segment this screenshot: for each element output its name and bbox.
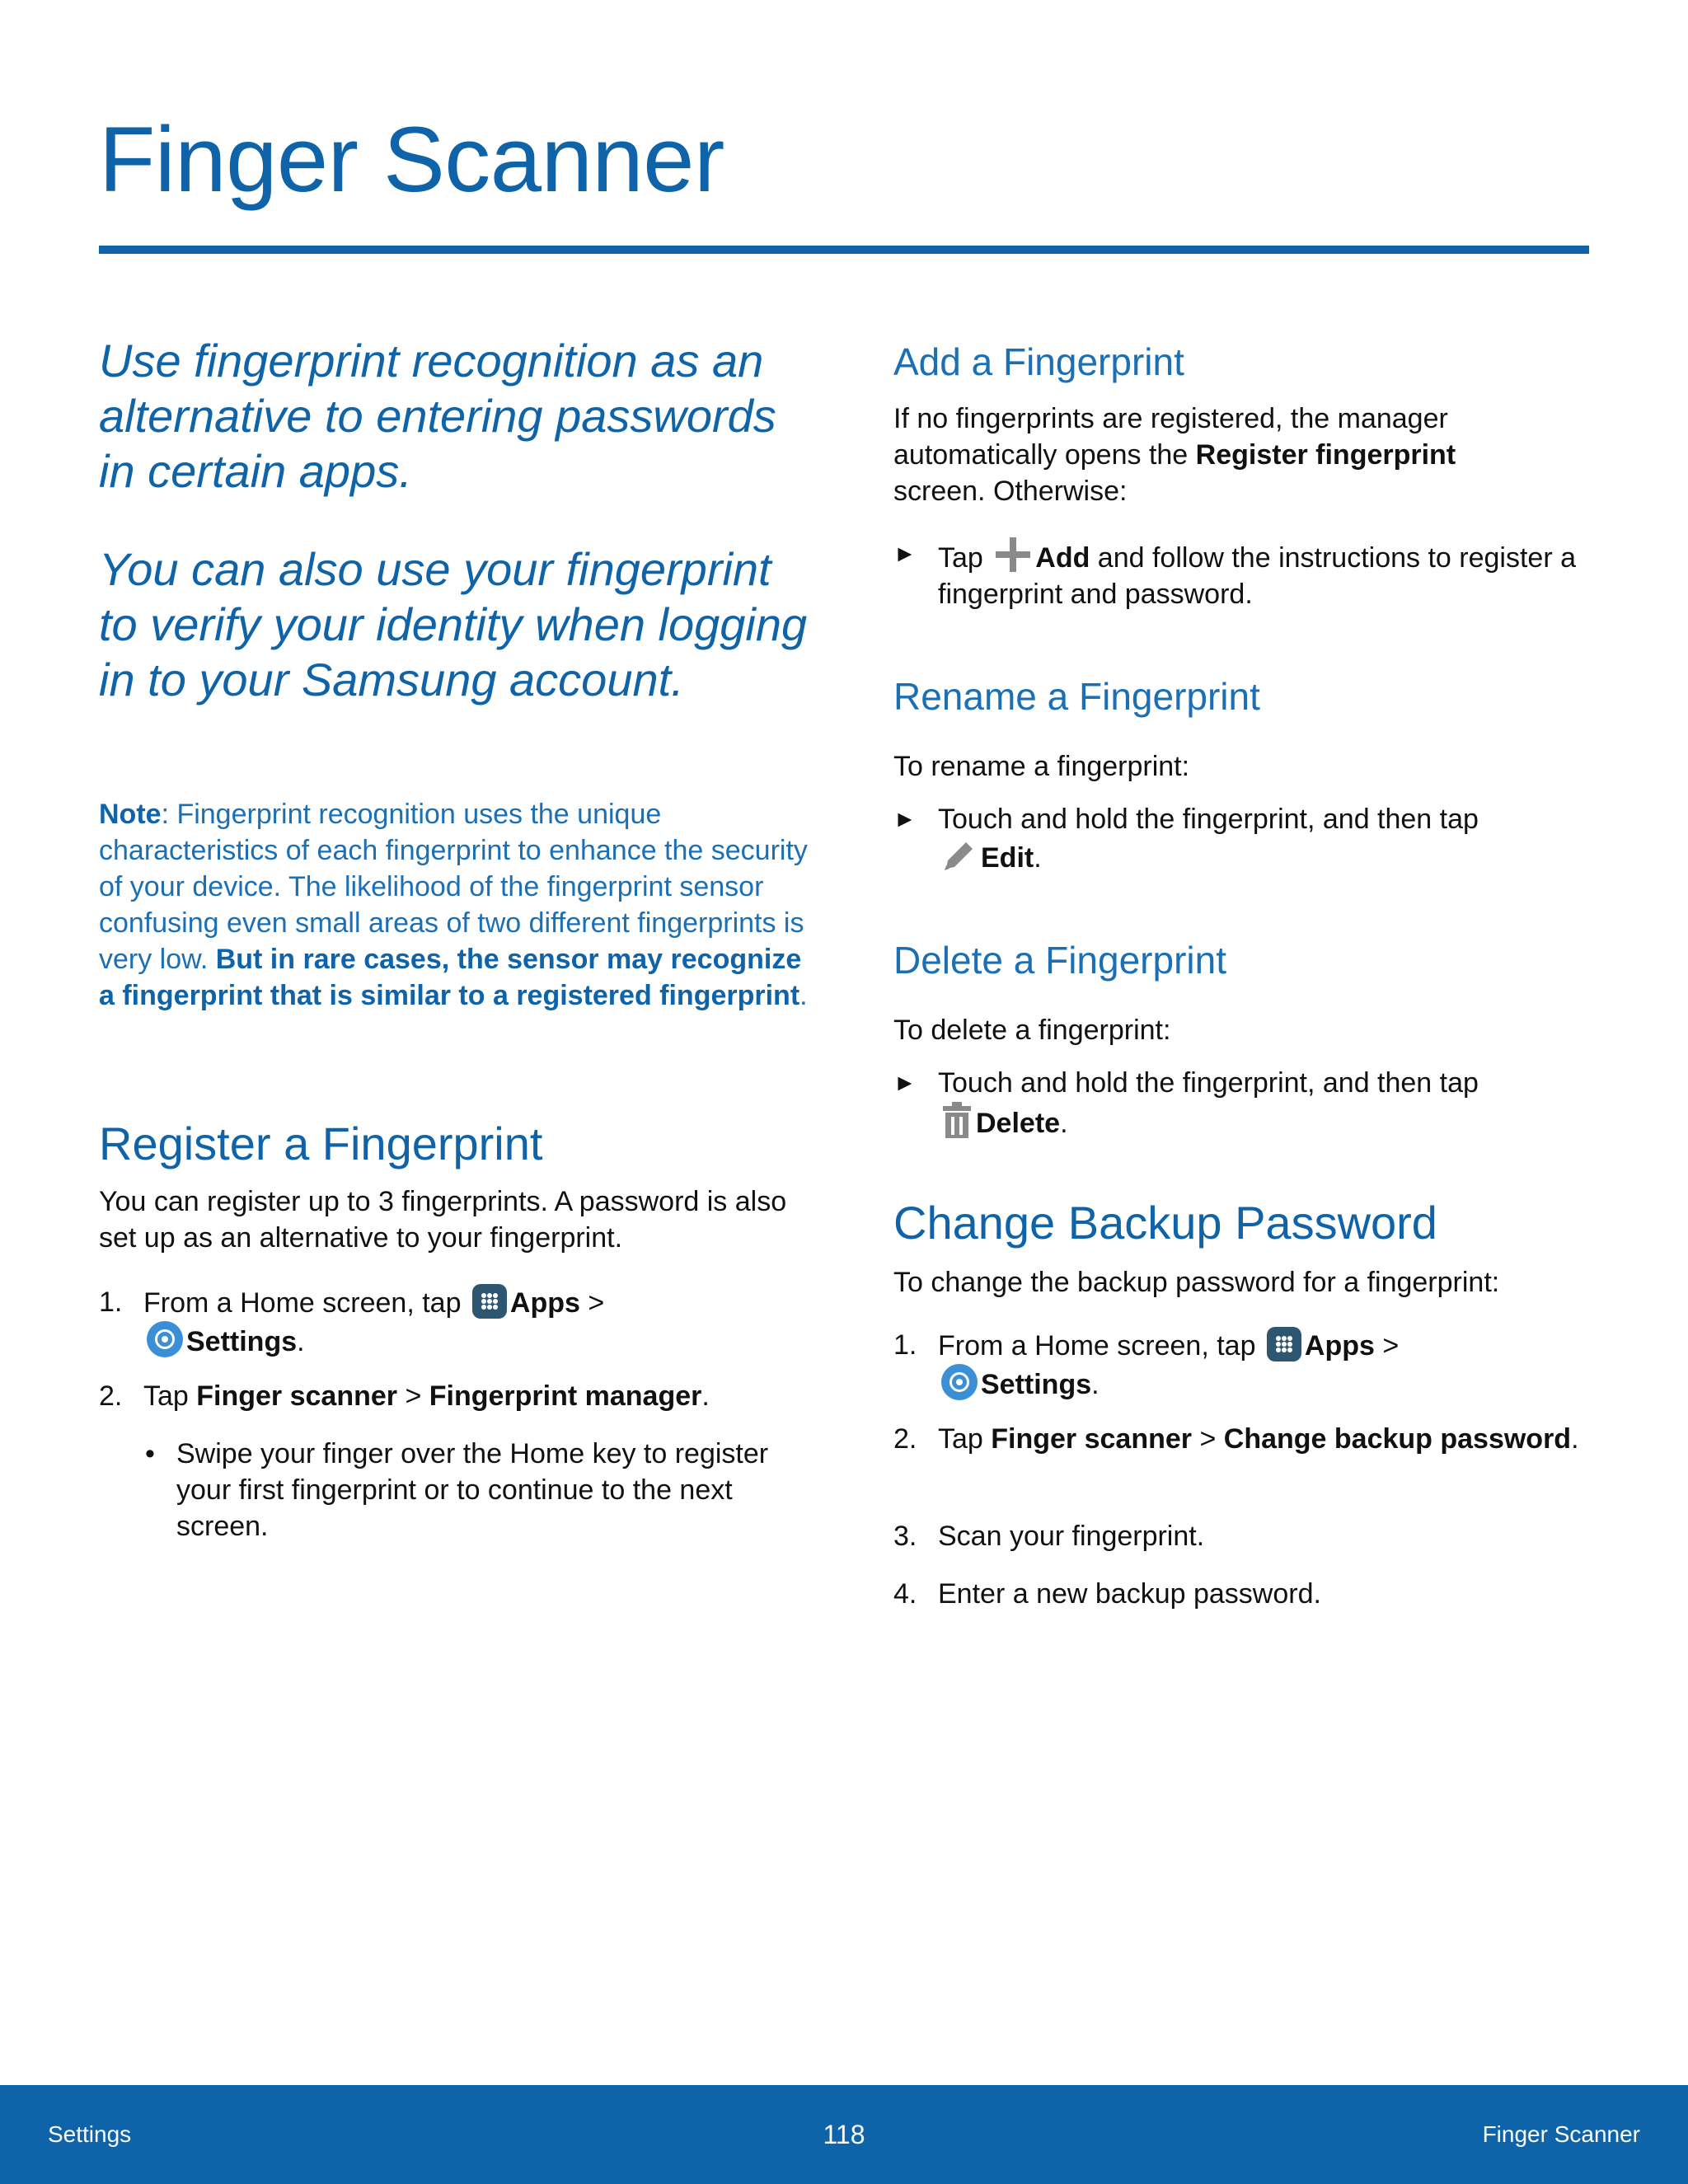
fingerprint-manager-label: Fingerprint manager xyxy=(429,1380,702,1412)
step-end: . xyxy=(297,1326,305,1357)
add-intro xyxy=(893,401,1545,509)
arrow-icon: ► xyxy=(893,806,917,832)
page-footer xyxy=(0,2085,1688,2184)
page-title: Finger Scanner xyxy=(99,108,724,211)
step-number: 2. xyxy=(99,1380,123,1412)
pencil-icon xyxy=(941,837,978,874)
backup-intro: To change the backup password for a fingerprint: xyxy=(893,1267,1500,1298)
step-text: Scan your fingerprint. xyxy=(938,1521,1205,1552)
settings-icon xyxy=(147,1321,183,1357)
step-text: From a Home screen, tap xyxy=(938,1330,1264,1361)
step-separator: > xyxy=(397,1380,429,1412)
add-step-end: and follow the instructions to register a fingerprint and password. xyxy=(938,542,1576,610)
step-number: 4. xyxy=(893,1578,917,1610)
finger-scanner-label: Finger scanner xyxy=(991,1423,1193,1455)
bullet-mark: • xyxy=(145,1438,155,1469)
delete-label: Delete xyxy=(976,1108,1061,1139)
step-text: Tap xyxy=(938,1423,992,1455)
register-intro: You can register up to 3 fingerprints. A password is also set up as an alternative to your fingerprint. xyxy=(99,1186,787,1254)
intro-paragraph-2: You can also use your fingerprint to verify your identity when logging in to your Samsung account. xyxy=(99,543,808,705)
finger-scanner-label: Finger scanner xyxy=(196,1380,398,1412)
step-separator: > xyxy=(1192,1423,1224,1455)
register-fingerprint-label: Register fingerprint xyxy=(1195,439,1456,471)
footer-chapter-label: Finger Scanner xyxy=(1482,2121,1640,2147)
step-end: . xyxy=(1571,1423,1579,1455)
apps-icon xyxy=(472,1284,507,1319)
settings-icon xyxy=(941,1364,978,1400)
backup-step-3 xyxy=(893,1518,1589,1554)
backup-step-2 xyxy=(893,1421,1589,1457)
add-step-text: Tap xyxy=(938,542,992,574)
add-label: Add xyxy=(1035,542,1090,574)
note-bold: But in rare cases, the sensor may recognize a fingerprint that is similar to a registered fingerprint xyxy=(99,944,802,1011)
register-heading: Register a Fingerprint xyxy=(99,1118,543,1169)
intro-paragraph-1: Use fingerprint recognition as an alternative to entering passwords in certain apps. xyxy=(99,335,776,497)
step-text: From a Home screen, tap xyxy=(143,1287,469,1319)
arrow-icon: ► xyxy=(893,541,917,566)
footer-section-label: Settings xyxy=(48,2121,132,2147)
step-separator: > xyxy=(579,1287,605,1319)
step-separator: > xyxy=(1374,1330,1400,1361)
edit-label: Edit xyxy=(981,842,1034,874)
backup-heading: Change Backup Password xyxy=(893,1197,1437,1249)
note-paragraph xyxy=(99,796,808,1014)
rename-step-text: Touch and hold the fingerprint, and then tap xyxy=(938,804,1479,835)
trash-icon xyxy=(941,1101,973,1139)
note-label: Note xyxy=(99,799,162,830)
step-end: . xyxy=(1091,1369,1100,1400)
add-heading: Add a Fingerprint xyxy=(893,340,1184,383)
rename-step xyxy=(893,801,1589,876)
delete-step-text: Touch and hold the fingerprint, and then tap xyxy=(938,1067,1479,1099)
rename-intro: To rename a fingerprint: xyxy=(893,751,1190,782)
register-step-2 xyxy=(99,1378,808,1414)
step-number: 1. xyxy=(99,1286,123,1318)
arrow-icon: ► xyxy=(893,1070,917,1095)
title-divider xyxy=(99,246,1589,254)
apps-icon xyxy=(1267,1327,1301,1361)
step-text: Tap xyxy=(143,1380,197,1412)
rename-end: . xyxy=(1034,842,1042,874)
step-end: . xyxy=(701,1380,710,1412)
note-end: . xyxy=(799,980,808,1011)
apps-label: Apps xyxy=(509,1287,580,1319)
apps-label: Apps xyxy=(1304,1330,1375,1361)
page-number: 118 xyxy=(823,2120,865,2149)
change-backup-password-label: Change backup password xyxy=(1223,1423,1572,1455)
bullet-text: Swipe your finger over the Home key to register your first fingerprint or to continue to the next screen. xyxy=(176,1438,769,1542)
delete-end: . xyxy=(1060,1108,1068,1139)
settings-label: Settings xyxy=(186,1326,298,1357)
delete-intro: To delete a fingerprint: xyxy=(893,1015,1171,1046)
rename-heading: Rename a Fingerprint xyxy=(893,675,1260,718)
register-step-1 xyxy=(99,1284,808,1360)
add-intro-text: If no fingerprints are registered, the manager automatically opens the xyxy=(893,403,1448,471)
add-intro-end: screen. Otherwise: xyxy=(893,476,1128,507)
backup-step-1 xyxy=(893,1327,1589,1403)
step-number: 1. xyxy=(893,1329,917,1361)
step-number: 3. xyxy=(893,1521,917,1552)
delete-step xyxy=(893,1065,1589,1141)
delete-heading: Delete a Fingerprint xyxy=(893,939,1226,982)
settings-label: Settings xyxy=(981,1369,1092,1400)
add-step xyxy=(893,536,1589,612)
step-number: 2. xyxy=(893,1423,917,1455)
step-text: Enter a new backup password. xyxy=(938,1578,1321,1610)
backup-step-4 xyxy=(893,1576,1589,1612)
plus-icon xyxy=(994,536,1032,574)
note-text: : Fingerprint recognition uses the unique characteristics of each fingerprint to enhance the security of your device. The likelihood of the fingerprint sensor confusing even small areas of two different fingerprints is very low. xyxy=(99,799,808,975)
register-bullet xyxy=(99,1436,808,1544)
